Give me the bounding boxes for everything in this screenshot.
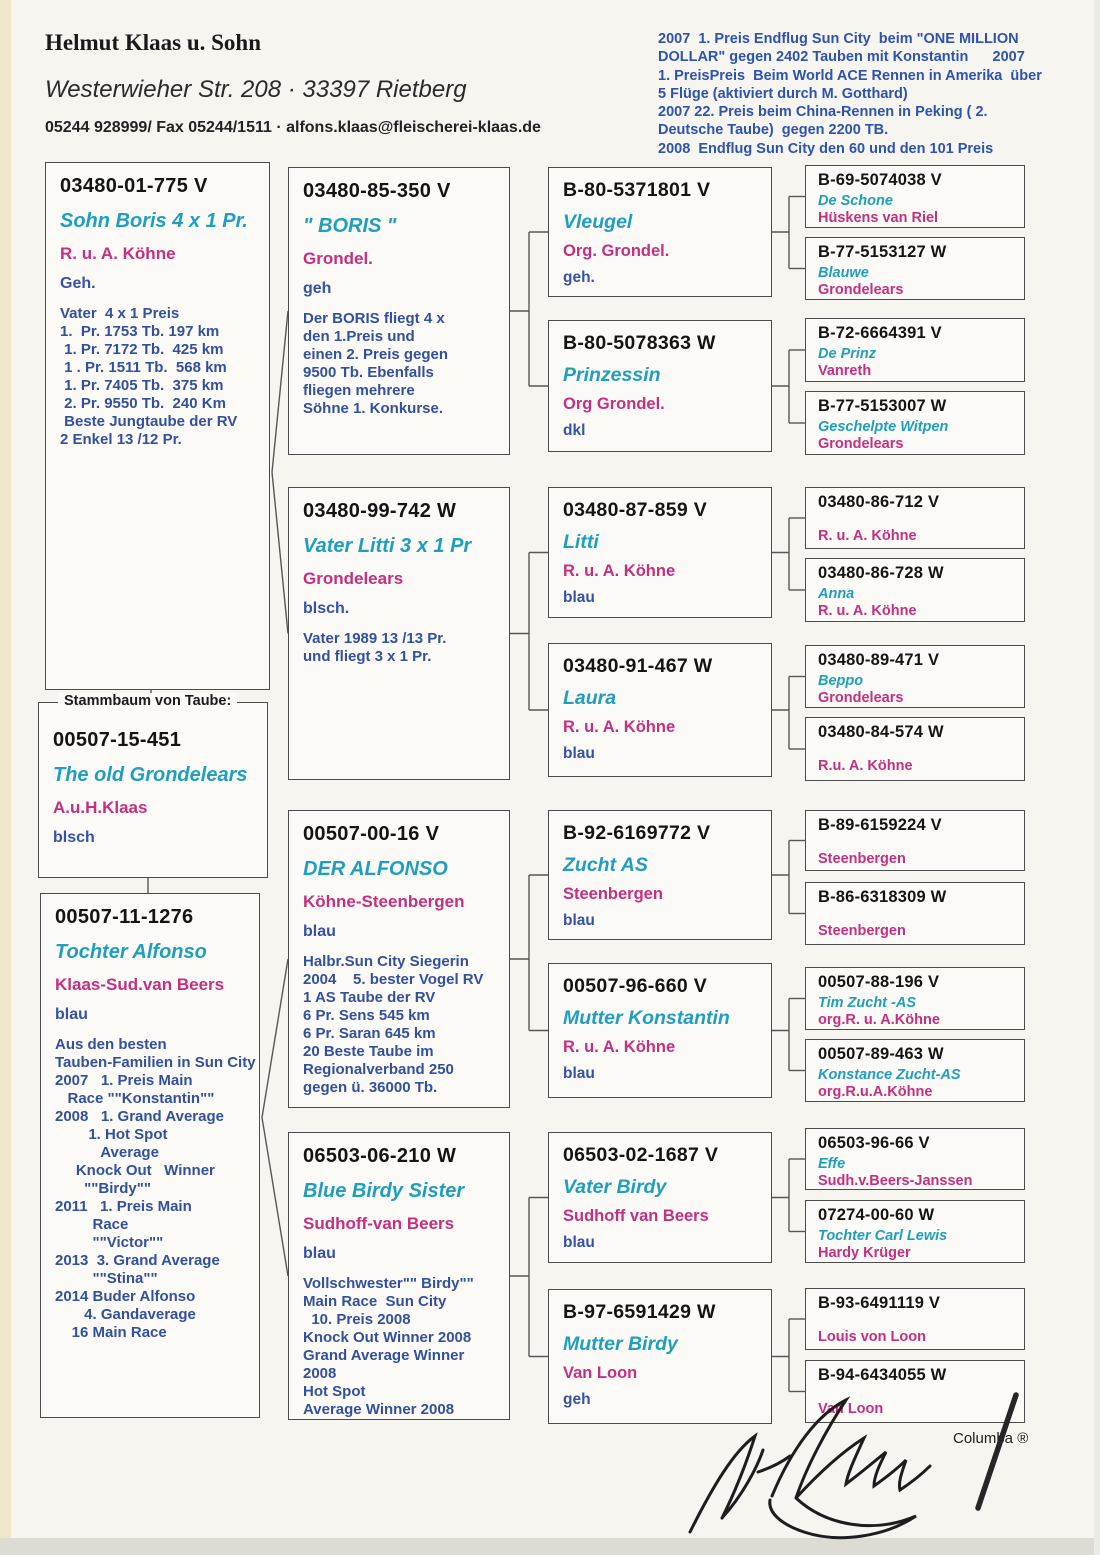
performance-line: 16 Main Race: [55, 1324, 167, 1341]
performance-line: ""Stina"": [55, 1270, 158, 1287]
performance-line: Knock Out Winner 2008: [303, 1329, 472, 1346]
ring-number: 00507-89-463 W: [818, 1045, 944, 1063]
pigeon-name: De Prinz: [818, 346, 877, 362]
ring-number: 06503-96-66 V: [818, 1134, 930, 1152]
pigeon-name: Prinzessin: [563, 364, 661, 386]
breeder-name: Grondelears: [303, 569, 404, 588]
pigeon-name: Vater Birdy: [563, 1176, 667, 1198]
plumage-color: blau: [55, 1006, 88, 1023]
achievement-line: 2007 1. Preis Endflug Sun City beim "ONE MILLION: [658, 31, 1019, 47]
breeder-name: Klaas-Sud.van Beers: [55, 975, 225, 994]
plumage-color: blau: [563, 745, 595, 762]
performance-line: 6 Pr. Sens 545 km: [303, 1007, 430, 1024]
signature-strokes: [690, 1400, 930, 1538]
breeder-name: R. u. A. Köhne: [818, 528, 917, 544]
plumage-color: geh: [563, 1391, 591, 1408]
performance-line: 10. Preis 2008: [303, 1311, 411, 1328]
plumage-color: Geh.: [60, 275, 96, 292]
plumage-color: blau: [563, 912, 595, 929]
breeder-name: Sudhoff-van Beers: [303, 1214, 455, 1233]
ring-number: 06503-02-1687 V: [563, 1144, 719, 1166]
pigeon-name: Blauwe: [818, 265, 869, 281]
ring-number: B-77-5153007 W: [818, 397, 947, 415]
plumage-color: blau: [563, 1065, 595, 1082]
performance-line: 1 . Pr. 1511 Tb. 568 km: [60, 359, 227, 376]
ring-number: 00507-15-451: [53, 729, 182, 751]
achievement-line: 2007 22. Preis beim China-Rennen in Peking ( 2.: [658, 104, 988, 121]
breeder-name: Org Grondel.: [563, 395, 665, 413]
loft-address: Westerwieher Str. 208 · 33397 Rietberg: [45, 76, 467, 103]
achievement-line: 2008 Endflug Sun City den 60 und den 101 Preis: [658, 140, 994, 157]
ring-number: B-92-6169772 V: [563, 822, 711, 844]
ring-number: B-80-5371801 V: [563, 179, 711, 201]
performance-line: Der BORIS fliegt 4 x: [303, 310, 445, 327]
breeder-name: Van Loon: [818, 1401, 884, 1417]
ring-number: 03480-86-728 W: [818, 564, 944, 582]
plumage-color: blsch.: [303, 600, 350, 617]
breeder-name: Grondelears: [818, 436, 904, 452]
breeder-name: R. u. A. Köhne: [563, 1038, 676, 1056]
performance-line: 2. Pr. 9550 Tb. 240 Km: [60, 395, 226, 412]
ring-number: 03480-01-775 V: [60, 175, 208, 197]
ring-number: 03480-87-859 V: [563, 499, 708, 521]
performance-line: Halbr.Sun City Siegerin: [303, 953, 469, 970]
breeder-name: Steenbergen: [818, 923, 906, 939]
plumage-color: blau: [563, 1234, 595, 1251]
columba-watermark: Columba ®: [953, 1430, 1029, 1447]
achievement-line: 5 Flüge (aktiviert durch M. Gotthard): [658, 85, 908, 102]
performance-line: 2004 5. bester Vogel RV: [303, 971, 484, 988]
pigeon-name: De Schone: [818, 193, 893, 209]
ring-number: 00507-88-196 V: [818, 973, 940, 991]
performance-line: Hot Spot: [303, 1383, 366, 1400]
breeder-name: Louis von Loon: [818, 1329, 926, 1345]
ring-number: B-97-6591429 W: [563, 1301, 716, 1323]
breeder-name: Org. Grondel.: [563, 242, 670, 260]
pigeon-name: Mutter Birdy: [563, 1333, 678, 1355]
breeder-name: Vanreth: [818, 363, 872, 379]
performance-line: 6 Pr. Saran 645 km: [303, 1025, 436, 1042]
ring-number: 07274-00-60 W: [818, 1206, 935, 1224]
pigeon-name: Sohn Boris 4 x 1 Pr.: [60, 210, 248, 232]
breeder-name: org.R.u.A.Köhne: [818, 1084, 933, 1100]
pigeon-name: Beppo: [818, 673, 864, 689]
performance-line: Regionalverband 250: [303, 1061, 454, 1078]
breeder-name: R. u. A. Köhne: [60, 244, 176, 263]
performance-line: 2007 1. Preis Main: [55, 1072, 193, 1089]
achievement-line: DOLLAR" gegen 2402 Tauben mit Konstantin 2007: [658, 49, 1025, 66]
performance-line: 2 Enkel 13 /12 Pr.: [60, 431, 182, 448]
performance-line: den 1.Preis und: [303, 328, 415, 345]
plumage-color: dkl: [563, 422, 586, 439]
breeder-name: R. u. A. Köhne: [563, 718, 676, 736]
performance-line: und fliegt 3 x 1 Pr.: [303, 648, 432, 665]
performance-line: Race: [55, 1216, 129, 1233]
pigeon-name: Zucht AS: [563, 854, 648, 876]
performance-line: 1. Pr. 7172 Tb. 425 km: [60, 341, 224, 358]
ring-number: 03480-85-350 V: [303, 180, 451, 202]
ring-number: B-86-6318309 W: [818, 888, 947, 906]
loft-owner-name: Helmut Klaas u. Sohn: [45, 30, 261, 55]
ring-number: 00507-96-660 V: [563, 975, 708, 997]
breeder-name: Grondel.: [303, 249, 373, 268]
pigeon-name: The old Grondelears: [53, 764, 248, 786]
performance-line: 9500 Tb. Ebenfalls: [303, 364, 434, 381]
performance-line: 2011 1. Preis Main: [55, 1198, 192, 1215]
breeder-name: org.R. u. A.Köhne: [818, 1012, 940, 1028]
pigeon-name: Tochter Carl Lewis: [818, 1228, 948, 1244]
pigeon-name: Geschelpte Witpen: [818, 419, 949, 435]
pigeon-name: Blue Birdy Sister: [303, 1180, 465, 1202]
pigeon-name: Tim Zucht -AS: [818, 995, 917, 1011]
performance-line: Knock Out Winner: [55, 1162, 215, 1179]
ring-number: B-77-5153127 W: [818, 243, 947, 261]
ring-number: 03480-84-574 W: [818, 723, 944, 741]
plumage-color: blau: [303, 1245, 336, 1262]
breeder-name: A.u.H.Klaas: [53, 798, 148, 817]
ring-number: 00507-11-1276: [55, 906, 194, 928]
performance-line: gegen ü. 36000 Tb.: [303, 1079, 438, 1096]
breeder-name: Köhne-Steenbergen: [303, 892, 465, 911]
performance-line: Average Winner 2008: [303, 1401, 455, 1418]
plumage-color: geh: [303, 280, 332, 297]
pigeon-name: Effe: [818, 1156, 846, 1172]
performance-line: Tauben-Familien in Sun City: [55, 1054, 256, 1071]
performance-line: 1 AS Taube der RV: [303, 989, 436, 1006]
plumage-color: blau: [563, 589, 595, 606]
breeder-name: Hardy Krüger: [818, 1245, 911, 1261]
pigeon-name: DER ALFONSO: [303, 858, 448, 880]
performance-line: Aus den besten: [55, 1036, 167, 1053]
performance-line: fliegen mehrere: [303, 382, 415, 399]
pigeon-name: Mutter Konstantin: [563, 1007, 730, 1029]
performance-line: 2008: [303, 1365, 337, 1382]
performance-line: einen 2. Preis gegen: [303, 346, 449, 363]
achievement-line: Deutsche Taube) gegen 2200 TB.: [658, 122, 889, 139]
performance-line: Söhne 1. Konkurse.: [303, 400, 444, 417]
performance-line: 1. Hot Spot: [55, 1126, 168, 1143]
pen-stroke: [978, 1395, 1016, 1508]
performance-line: 4. Gandaverage: [55, 1306, 196, 1323]
breeder-name: Sudhoff van Beers: [563, 1207, 709, 1225]
ring-number: 03480-89-471 V: [818, 651, 940, 669]
performance-line: 2014 Buder Alfonso: [55, 1288, 196, 1305]
performance-line: 1. Pr. 7405 Tb. 375 km: [60, 377, 224, 394]
achievement-line: 1. PreisPreis Beim World ACE Rennen in Amerika über: [658, 67, 1042, 84]
performance-line: Race ""Konstantin"": [55, 1090, 215, 1107]
plumage-color: geh.: [563, 269, 595, 286]
performance-line: 2013 3. Grand Average: [55, 1252, 220, 1269]
ring-number: 03480-99-742 W: [303, 500, 457, 522]
ring-number: B-72-6664391 V: [818, 324, 942, 342]
performance-line: Beste Jungtaube der RV: [60, 413, 238, 430]
performance-line: 1. Pr. 1753 Tb. 197 km: [60, 323, 220, 340]
breeder-name: Grondelears: [818, 690, 904, 706]
pigeon-name: Konstance Zucht-AS: [818, 1067, 961, 1083]
ring-number: B-89-6159224 V: [818, 816, 942, 834]
ring-number: 06503-06-210 W: [303, 1145, 457, 1167]
pigeon-name: Laura: [563, 687, 617, 709]
performance-line: 2008 1. Grand Average: [55, 1108, 224, 1125]
breeder-name: R. u. A. Köhne: [818, 603, 917, 619]
performance-line: 20 Beste Taube im: [303, 1043, 434, 1060]
pigeon-name: Anna: [818, 586, 855, 602]
pigeon-name: Litti: [563, 531, 599, 553]
breeder-name: Sudh.v.Beers-Janssen: [818, 1173, 973, 1189]
performance-line: ""Birdy"": [55, 1180, 151, 1197]
ring-number: 00507-00-16 V: [303, 823, 440, 845]
ring-number: B-80-5078363 W: [563, 332, 716, 354]
performance-line: Vater 4 x 1 Preis: [60, 305, 180, 322]
breeder-name: R. u. A. Köhne: [563, 562, 676, 580]
loft-contact: 05244 928999/ Fax 05244/1511 · alfons.klaas@fleischerei-klaas.de: [45, 119, 541, 136]
breeder-name: Van Loon: [563, 1364, 638, 1382]
breeder-name: Hüskens van Riel: [818, 210, 939, 226]
performance-line: Grand Average Winner: [303, 1347, 465, 1364]
performance-line: Average: [55, 1144, 159, 1161]
pigeon-name: Vleugel: [563, 211, 633, 233]
breeder-name: Grondelears: [818, 282, 904, 298]
breeder-name: Steenbergen: [818, 851, 906, 867]
ring-number: B-94-6434055 W: [818, 1366, 947, 1384]
performance-line: Vollschwester"" Birdy"": [303, 1275, 474, 1292]
performance-line: Vater 1989 13 /13 Pr.: [303, 630, 447, 647]
pigeon-name: " BORIS ": [303, 215, 397, 237]
plumage-color: blau: [303, 923, 336, 940]
pigeon-name: Vater Litti 3 x 1 Pr: [303, 535, 472, 557]
performance-line: ""Victor"": [55, 1234, 164, 1251]
breeder-name: Steenbergen: [563, 885, 663, 903]
ring-number: B-93-6491119 V: [818, 1294, 941, 1312]
performance-line: Main Race Sun City: [303, 1293, 447, 1310]
plumage-color: blsch: [53, 829, 95, 846]
breeder-name: R.u. A. Köhne: [818, 758, 913, 774]
ring-number: 03480-86-712 V: [818, 493, 940, 511]
ring-number: B-69-5074038 V: [818, 171, 942, 189]
pigeon-name: Tochter Alfonso: [55, 941, 207, 963]
ring-number: 03480-91-467 W: [563, 655, 713, 677]
stammbaum-label: Stammbaum von Taube:: [58, 693, 237, 709]
